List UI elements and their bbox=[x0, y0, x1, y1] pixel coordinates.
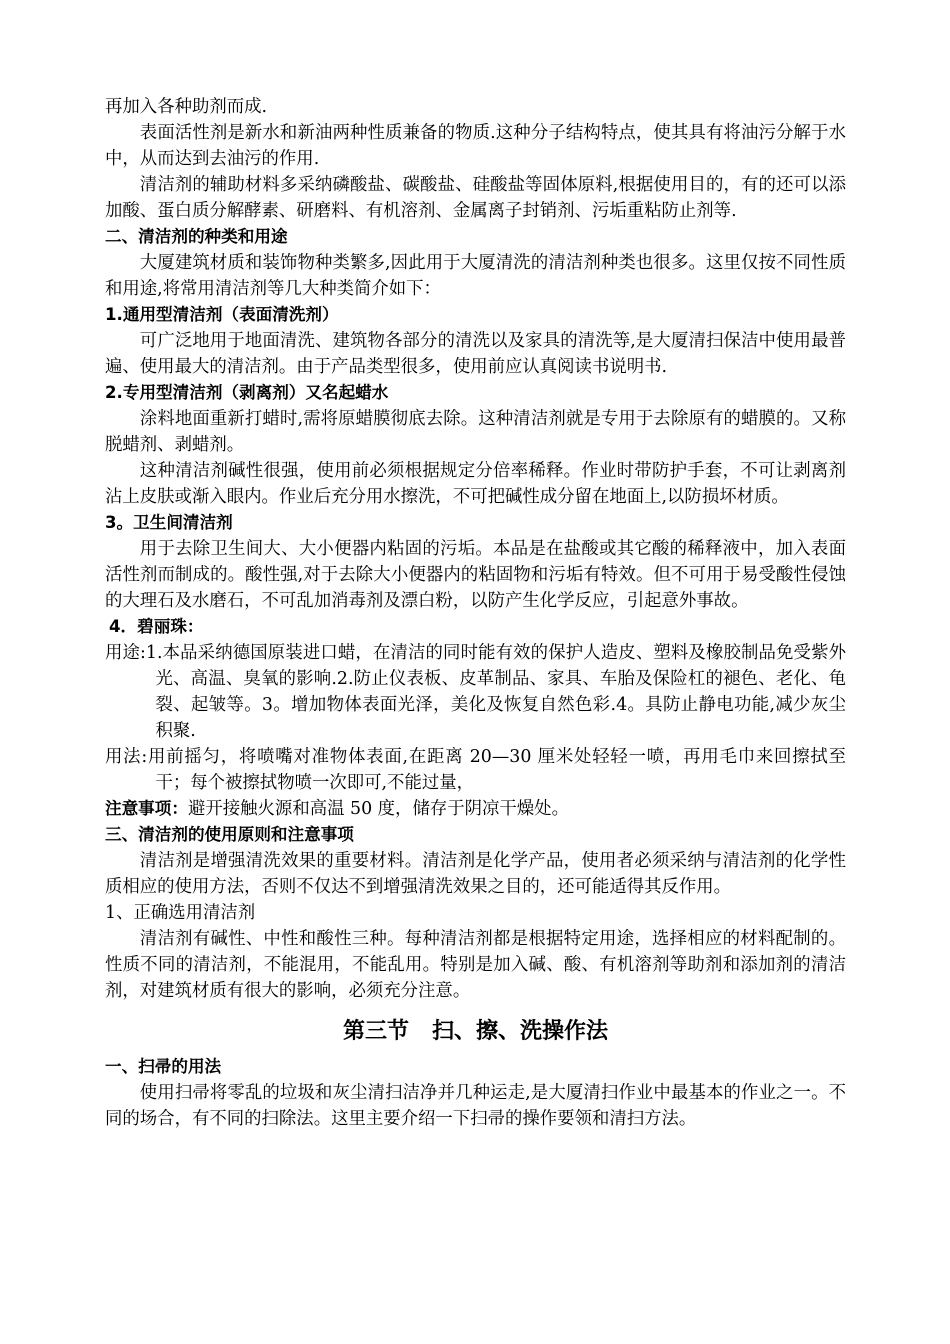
paragraph: 涂料地面重新打蜡时,需将原蜡膜彻底去除。这种清洁剂就是专用于去除原有的蜡膜的。又称脱蜡剂、剥蜡剂。 bbox=[105, 409, 846, 455]
paragraph: 用于去除卫生间大、大小便器内粘固的污垢。本品是在盐酸或其它酸的稀释液中，加入表面活性剂而制成的。酸性强,对于去除大小便器内的粘固物和污垢有特效。但不可用于易受酸性侵蚀的大理石及水磨石，不可乱加消毒剂及漂白粉，以防产生化学反应，引起意外事故。 bbox=[105, 539, 846, 611]
paragraph: 表面活性剂是新水和新油两种性质兼备的物质.这种分子结构特点，使其具有将油污分解于水中，从而达到去油污的作用. bbox=[105, 123, 846, 169]
paragraph: 清洁剂是增强清洗效果的重要材料。清洁剂是化学产品，使用者必须采纳与清洁剂的化学性质相应的使用方法，否则不仅达不到增强清洗效果之目的，还可能适得其反作用。 bbox=[105, 851, 846, 897]
subsection-heading: 1.通用型清洁剂（表面清洗剂） bbox=[105, 305, 339, 324]
chapter-title: 第三节 扫、擦、洗操作法 bbox=[343, 1019, 608, 1044]
subsection-heading: 3。卫生间清洁剂 bbox=[105, 513, 233, 532]
paragraph: 清洁剂的辅助材料多采纳磷酸盐、碳酸盐、硅酸盐等固体原料,根据使用目的，有的还可以添加酸、蛋白质分解酵素、研磨料、有机溶剂、金属离子封销剂、污垢重粘防止剂等. bbox=[105, 175, 846, 221]
caution-text: 避开接触火源和高温 50 度，储存于阴凉干燥处。 bbox=[187, 799, 569, 819]
usage-paragraph: 用途:1.本品采纳德国原装进口蜡，在清洁的同时能有效的保护人造皮、塑料及橡胶制品免受紫外光、高温、臭氧的影响.2.防止仪表板、皮革制品、家具、车胎及保险杠的褪色、老化、龟裂、起皱等。3。增加物体表面光泽，美化及恢复自然色彩.4。具防止静电功能,减少灰尘积聚. bbox=[105, 643, 846, 741]
subsection-heading: 2.专用型清洁剂（剥离剂）又名起蜡水 bbox=[105, 383, 389, 402]
section-heading: 一、扫帚的用法 bbox=[105, 1057, 222, 1076]
paragraph: 大厦建筑材质和装饰物种类繁多,因此用于大厦清洗的清洁剂种类也很多。这里仅按不同性质和用途,将常用清洁剂等几大种类简介如下： bbox=[105, 253, 846, 299]
section-heading: 二、清洁剂的种类和用途 bbox=[105, 227, 288, 246]
paragraph: 使用扫帚将零乱的垃圾和灰尘清扫洁净并几种运走,是大厦清扫作业中最基本的作业之一。不同的场合，有不同的扫除法。这里主要介绍一下扫帚的操作要领和清扫方法。 bbox=[105, 1083, 846, 1129]
paragraph: 可广泛地用于地面清洗、建筑物各部分的清洗以及家具的清洗等,是大厦清扫保洁中使用最普遍、使用最大的清洁剂。由于产品类型很多，使用前应认真阅读书说明书. bbox=[105, 331, 846, 377]
method-paragraph: 用法:用前摇匀，将喷嘴对准物体表面,在距离 20—30 厘米处轻轻一喷，再用毛巾来回擦拭至干；每个被擦拭物喷一次即可,不能过量， bbox=[105, 747, 846, 793]
paragraph: 这种清洁剂碱性很强，使用前必须根据规定分倍率稀释。作业时带防护手套，不可让剥离剂沾上皮肤或渐入眼内。作业后充分用水擦洗，不可把碱性成分留在地面上,以防损坏材质。 bbox=[105, 461, 846, 507]
paragraph: 再加入各种助剂而成. bbox=[105, 97, 268, 117]
paragraph: 清洁剂有碱性、中性和酸性三种。每种清洁剂都是根据特定用途，选择相应的材料配制的。性质不同的清洁剂，不能混用，不能乱用。特别是加入碱、酸、有机溶剂等助剂和添加剂的清洁剂，对建筑材质有很大的影响，必须充分注意。 bbox=[105, 929, 846, 1001]
numbered-heading: 1、正确选用清洁剂 bbox=[105, 903, 256, 923]
caution-label: 注意事项： bbox=[105, 799, 188, 818]
section-heading: 三、清洁剂的使用原则和注意事项 bbox=[105, 825, 354, 844]
subsection-heading: 4．碧丽珠： bbox=[109, 617, 204, 636]
caution-paragraph bbox=[105, 796, 846, 822]
